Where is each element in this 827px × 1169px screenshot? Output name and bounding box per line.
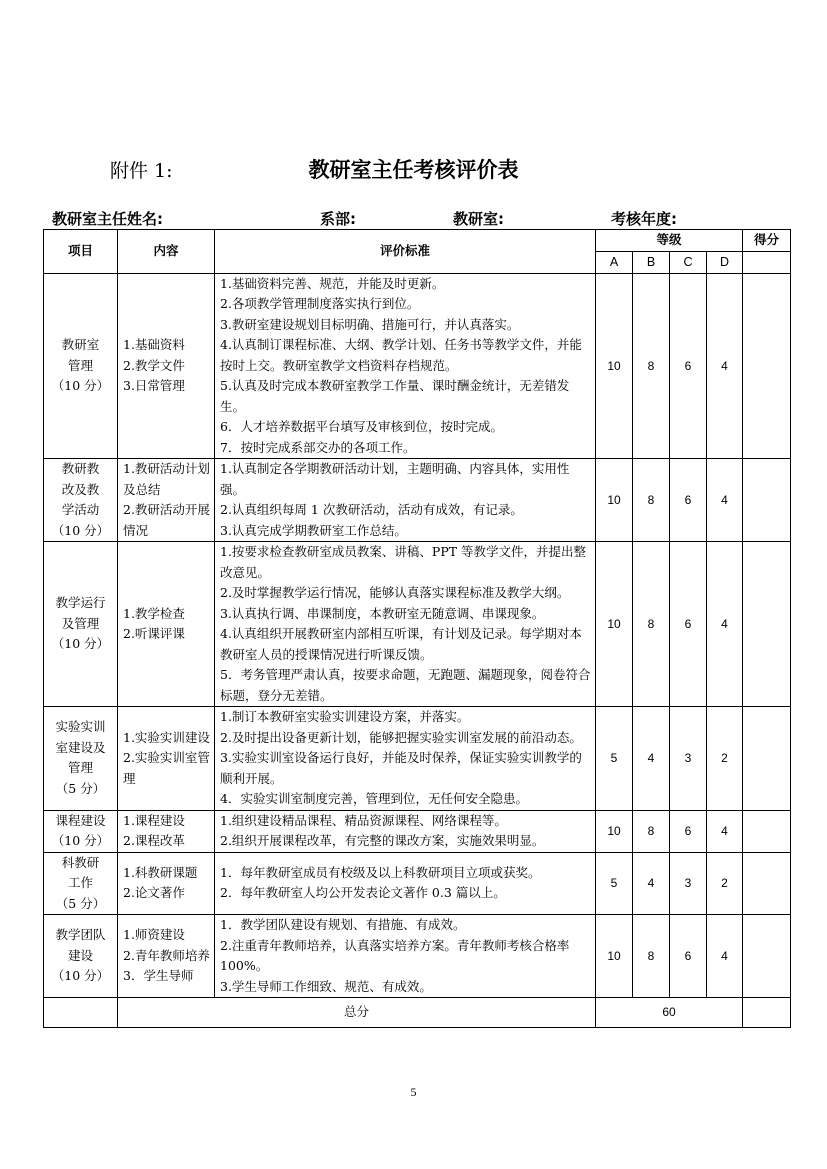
- header-level-d: D: [707, 252, 743, 274]
- score-level-b: 8: [633, 273, 670, 459]
- page-title: 教研室主任考核评价表: [308, 158, 519, 182]
- item-cell: [44, 810, 118, 852]
- year-label: 考核年度:: [611, 210, 677, 228]
- item-cell: [44, 273, 118, 459]
- item-text: 学活动: [61, 502, 100, 517]
- criteria-text: 2．每年教研室人均公开发表论文著作 0.3 篇以上。: [220, 885, 506, 901]
- criteria-text: 3.学生导师工作细致、规范、有成效。: [220, 978, 432, 994]
- score-level-a: 10: [596, 459, 633, 542]
- score-cell: [743, 915, 791, 998]
- score-level-a: 10: [596, 542, 633, 707]
- content-text: 2.青年教师培养: [123, 947, 210, 963]
- item-text: 管理: [67, 357, 93, 373]
- total-blank: [44, 998, 118, 1028]
- score-level-b: 4: [633, 852, 670, 915]
- content-text: 3.日常管理: [123, 378, 185, 393]
- table-row: [44, 542, 791, 707]
- criteria-cell: [215, 707, 596, 811]
- content-text: 2.论文著作: [123, 885, 185, 901]
- content-text: 2.听课评课: [123, 626, 185, 641]
- score-header-blank: [743, 252, 791, 274]
- header-level-c: C: [670, 252, 707, 274]
- content-cell: [118, 915, 215, 998]
- item-text: 教研室: [61, 337, 100, 352]
- content-cell: [118, 810, 215, 852]
- content-text: 2.教学文件: [123, 357, 185, 373]
- criteria-text: 1．每年教研室成员有校级及以上科教研项目立项或获奖。: [220, 864, 541, 880]
- criteria-text: 3.教研室建设规划目标明确、措施可行，并认真落实。: [220, 316, 520, 332]
- criteria-text: 2.及时提出设备更新计划，能够把握实验实训室发展的前沿动态。: [220, 729, 582, 745]
- item-text: 改及教: [61, 481, 100, 497]
- criteria-text: 2.注重青年教师培养，认真落实培养方案。青年教师考核合格率 100%。: [220, 937, 570, 973]
- name-label: 教研室主任姓名:: [52, 210, 163, 228]
- criteria-text: 3.实验实训室设备运行良好，并能及时保养，保证实验实训教学的顺利开展。: [220, 750, 582, 786]
- item-cell: [44, 542, 118, 707]
- item-text: 科教研: [61, 854, 100, 870]
- criteria-cell: [215, 542, 596, 707]
- score-level-b: 4: [633, 707, 670, 811]
- total-label: 总分: [118, 998, 596, 1028]
- content-cell: [118, 273, 215, 459]
- item-text: 教学运行: [55, 595, 106, 611]
- criteria-text: 1.基础资料完善、规范，并能及时更新。: [220, 275, 445, 291]
- item-text: 建设: [67, 947, 93, 963]
- score-level-d: 4: [707, 810, 743, 852]
- score-level-a: 10: [596, 810, 633, 852]
- criteria-text: 2.组织开展课程改革，有完整的课改方案，实施效果明显。: [220, 833, 545, 848]
- criteria-text: 5．考务管理严肃认真，按要求命题，无跑题、漏题现象，阅卷符合标题，登分无差错。: [220, 667, 591, 703]
- content-cell: [118, 852, 215, 915]
- criteria-cell: [215, 852, 596, 915]
- criteria-text: 3.认真执行调、串课制度，本教研室无随意调、串课现象。: [220, 605, 545, 621]
- criteria-text: 1.组织建设精品课程、精品资源课程、网络课程等。: [220, 812, 507, 828]
- score-level-a: 5: [596, 852, 633, 915]
- item-cell: [44, 459, 118, 542]
- table-row: [44, 915, 791, 998]
- content-text: 3．学生导师: [123, 968, 194, 984]
- content-text: 1.师资建设: [123, 927, 185, 943]
- score-level-d: 4: [707, 459, 743, 542]
- table-row: [44, 852, 791, 915]
- attachment-label: 附件 1:: [110, 160, 173, 182]
- score-level-d: 4: [707, 273, 743, 459]
- score-cell: [743, 273, 791, 459]
- score-cell: [743, 852, 791, 915]
- item-text: （10 分）: [51, 833, 110, 848]
- criteria-text: 3.认真完成学期教研室工作总结。: [220, 522, 407, 538]
- score-level-d: 2: [707, 707, 743, 811]
- table-row: [44, 459, 791, 542]
- item-text: （10 分）: [51, 522, 110, 538]
- page-number: 5: [410, 1085, 417, 1099]
- item-text: 课程建设: [55, 812, 106, 828]
- table-row: [44, 273, 791, 459]
- item-text: 及管理: [61, 615, 100, 631]
- criteria-text: 5.认真及时完成本教研室教学工作量、课时酬金统计，无差错发生。: [220, 378, 570, 414]
- criteria-text: 2.及时掌握教学运行情况，能够认真落实课程标准及教学大纲。: [220, 585, 570, 600]
- header-content: 内容: [118, 230, 215, 274]
- score-level-a: 10: [596, 273, 633, 459]
- score-level-a: 10: [596, 915, 633, 998]
- criteria-cell: [215, 459, 596, 542]
- item-text: 管理: [67, 760, 93, 776]
- criteria-cell: [215, 915, 596, 998]
- score-cell: [743, 542, 791, 707]
- dept-label: 系部:: [320, 210, 356, 228]
- score-level-b: 8: [633, 810, 670, 852]
- criteria-text: 1.制订本教研室实验实训建设方案，并落实。: [220, 709, 470, 724]
- content-text: 1.教学检查: [123, 605, 185, 621]
- content-text: 2.教研活动开展情况: [123, 502, 210, 538]
- content-text: 1.实验实训建设: [123, 729, 210, 745]
- score-cell: [743, 459, 791, 542]
- criteria-text: 4．实验实训室制度完善，管理到位，无任何安全隐患。: [220, 791, 528, 806]
- score-level-d: 4: [707, 542, 743, 707]
- item-text: （10 分）: [51, 378, 110, 393]
- header-level-b: B: [633, 252, 670, 274]
- content-text: 2.实验实训室管理: [123, 750, 210, 786]
- item-text: 室建设及: [55, 739, 106, 755]
- score-level-c: 6: [670, 915, 707, 998]
- item-text: （5 分）: [55, 895, 106, 911]
- evaluation-table: [43, 229, 791, 1028]
- item-cell: [44, 915, 118, 998]
- score-level-c: 3: [670, 707, 707, 811]
- content-text: 2.课程改革: [123, 833, 185, 848]
- header-score: 得分: [743, 230, 791, 252]
- score-cell: [743, 810, 791, 852]
- score-level-a: 5: [596, 707, 633, 811]
- criteria-text: 1.按要求检查教研室成员教案、讲稿、PPT 等教学文件，并提出整改意见。: [220, 544, 587, 580]
- score-level-c: 6: [670, 459, 707, 542]
- score-level-c: 6: [670, 273, 707, 459]
- criteria-text: 6．人才培养数据平台填写及审核到位，按时完成。: [220, 419, 503, 434]
- score-level-c: 6: [670, 810, 707, 852]
- item-text: （5 分）: [55, 780, 106, 796]
- content-text: 1.科教研课题: [123, 864, 198, 880]
- content-text: 1.课程建设: [123, 812, 185, 828]
- header-item: 项目: [44, 230, 118, 274]
- criteria-text: 7．按时完成系部交办的各项工作。: [220, 439, 416, 455]
- score-level-d: 4: [707, 915, 743, 998]
- content-cell: [118, 542, 215, 707]
- criteria-text: 1．教学团队建设有规划、有措施、有成效。: [220, 917, 466, 932]
- content-cell: [118, 707, 215, 811]
- content-text: 1.教研活动计划及总结: [123, 461, 210, 497]
- score-level-c: 3: [670, 852, 707, 915]
- header-grade: 等级: [596, 230, 743, 252]
- header-level-a: A: [596, 252, 633, 274]
- item-cell: [44, 852, 118, 915]
- criteria-text: 4.认真制订课程标准、大纲、教学计划、任务书等教学文件，并能按时上交。教研室教学文档资料存档规范。: [220, 337, 582, 373]
- total-value: 60: [596, 998, 743, 1028]
- office-label: 教研室:: [453, 210, 504, 228]
- table-row: [44, 810, 791, 852]
- item-text: 实验实训: [55, 719, 106, 735]
- score-level-b: 8: [633, 915, 670, 998]
- score-level-d: 2: [707, 852, 743, 915]
- criteria-cell: [215, 273, 596, 459]
- item-text: 教学团队: [55, 927, 106, 943]
- criteria-text: 2.各项教学管理制度落实执行到位。: [220, 296, 420, 311]
- content-cell: [118, 459, 215, 542]
- item-text: （10 分）: [51, 968, 110, 984]
- item-text: 教研教: [61, 461, 100, 476]
- table-row: [44, 707, 791, 811]
- item-cell: [44, 707, 118, 811]
- criteria-cell: [215, 810, 596, 852]
- criteria-text: 1.认真制定各学期教研活动计划，主题明确、内容具体，实用性强。: [220, 461, 570, 497]
- total-score-cell: [743, 998, 791, 1028]
- criteria-text: 4.认真组织开展教研室内部相互听课，有计划及记录。每学期对本教研室人员的授课情况进行听课反馈。: [220, 626, 582, 662]
- score-level-c: 6: [670, 542, 707, 707]
- content-text: 1.基础资料: [123, 337, 185, 352]
- item-text: 工作: [67, 875, 93, 890]
- score-cell: [743, 707, 791, 811]
- score-level-b: 8: [633, 459, 670, 542]
- score-level-b: 8: [633, 542, 670, 707]
- item-text: （10 分）: [51, 636, 110, 652]
- criteria-text: 2.认真组织每周 1 次教研活动，活动有成效，有记录。: [220, 502, 523, 517]
- header-criteria: 评价标准: [215, 230, 596, 274]
